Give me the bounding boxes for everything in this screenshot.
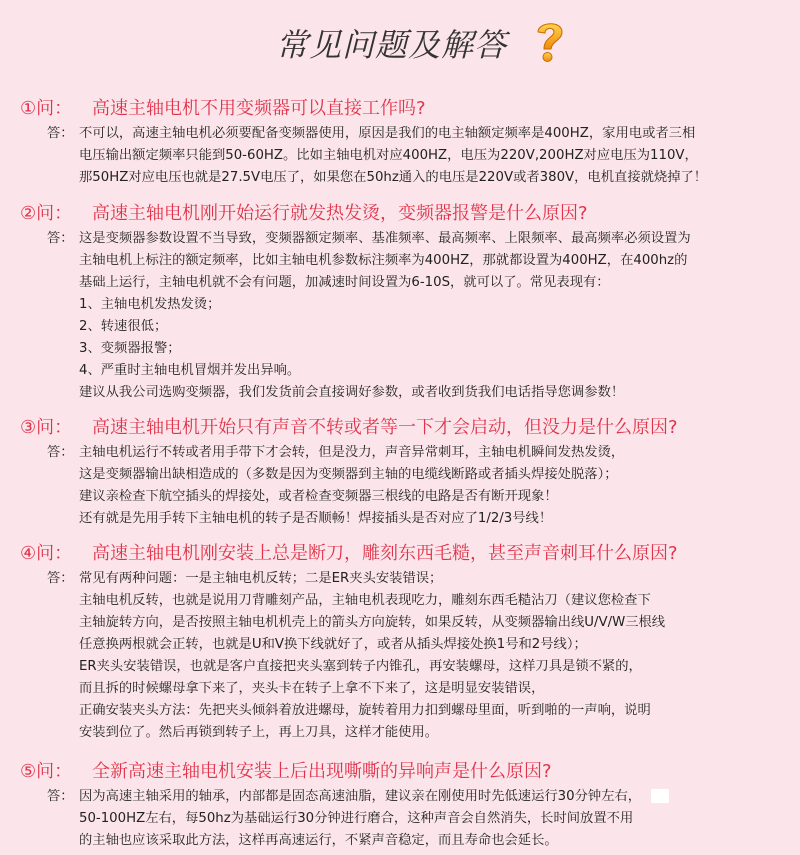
faq-item-3	[0, 414, 800, 530]
answer-line: 电压输出额定频率只能到50-60HZ。比如主轴电机对应400HZ，电压为220V,200HZ对应电压为110V，	[79, 148, 698, 163]
answer-line: 基础上运行，主轴电机就不会有问题，加减速时间设置为6-10S，就可以了。常见表现有：	[79, 275, 610, 290]
answer-line: 3、变频器报警；	[79, 341, 181, 356]
question-4: ④问： 高速主轴电机刚安装上总是断刀，雕刻东西毛糙，甚至声音刺耳什么原因?	[20, 543, 678, 564]
answer-line: 建议亲检查下航空插头的焊接处，或者检查变频器三根线的电路是否有断开现象！	[79, 489, 558, 504]
question-3: ③问： 高速主轴电机开始只有声音不转或者等一下才会启动，但没力是什么原因?	[20, 417, 678, 438]
page-title: 常见问题及解答	[276, 26, 508, 64]
question-2: ②问： 高速主轴电机刚开始运行就发热发烫，变频器报警是什么原因?	[20, 203, 588, 224]
faq-item-4	[0, 540, 800, 744]
answer-line: 4、严重时主轴电机冒烟并发出异响。	[79, 363, 301, 378]
answer-line: 还有就是先用手转下主轴电机的转子是否顺畅！焊接插头是否对应了1/2/3号线！	[79, 511, 553, 526]
answer-line: ER夹头安装错误，也就是客户直接把夹头塞到转子内锥孔，再安装螺母，这样刀具是锁不紧的，	[79, 659, 642, 674]
question-mark-icon	[530, 18, 570, 64]
answer-line: 答： 常见有两种问题：一是主轴电机反转；二是ER夹头安装错误；	[47, 571, 443, 586]
answer-line: 1、主轴电机发热发烫；	[79, 297, 221, 312]
answer-line: 的主轴也应该采取此方法，这样再高速运行，不紧声音稳定，而且寿命也会延长。	[79, 833, 558, 848]
answer-line: 而且拆的时候螺母拿下来了，夹头卡在转子上拿不下来了，这是明显安装错误，	[79, 681, 545, 696]
faq-item-5	[0, 758, 800, 852]
answer-line: 答： 不可以，高速主轴电机必须要配备变频器使用，原因是我们的电主轴额定频率是400HZ，家用电或者三相	[47, 126, 696, 141]
answer-line: 2、转速很低；	[79, 319, 168, 334]
header	[0, 0, 800, 75]
answer-line: 那50HZ对应电压也就是27.5V电压了，如果您在50hz通入的电压是220V或者380V，电机直接就烧掉了！	[79, 170, 708, 185]
answer-line: 答： 这是变频器参数设置不当导致，变频器额定频率、基准频率、最高频率、上限频率、最高频率必须设置为	[47, 231, 691, 246]
question-1: ①问： 高速主轴电机不用变频器可以直接工作吗?	[20, 98, 426, 119]
faq-item-1	[0, 95, 800, 189]
answer-line: 主轴电机上标注的额定频率，比如主轴电机参数标注频率为400HZ，那就都设置为400HZ，在400hz的	[79, 253, 688, 268]
answer-line: 正确安装夹头方法：先把夹头倾斜着放进螺母，旋转着用力扣到螺母里面，听到啪的一声响，说明	[79, 703, 651, 718]
answer-line: 主轴旋转方向，是否按照主轴电机机壳上的箭头方向旋转，如果反转，从变频器输出线U/V/W三根线	[79, 615, 666, 630]
answer-line: 建议从我公司选购变频器，我们发货前会直接调好参数，或者收到货我们电话指导您调参数！	[79, 385, 625, 400]
answer-line: 主轴电机反转，也就是说用刀背雕刻产品，主轴电机表现吃力，雕刻东西毛糙沾刀（建议您检查下	[79, 593, 651, 608]
white-box	[651, 789, 669, 803]
answer-line: 安装到位了。然后再锁到转子上，再上刀具，这样才能使用。	[79, 725, 439, 740]
answer-line: 答： 因为高速主轴采用的轴承，内部都是固态高速油脂，建议亲在刚使用时先低速运行30分钟左右，	[0, 786, 800, 808]
answer-line: 50-100HZ左右，每50hz为基础运行30分钟进行磨合，这种声音会自然消失，长时间放置不用	[79, 811, 634, 826]
faq-item-2	[0, 200, 800, 404]
question-5: ⑤问： 全新高速主轴电机安装上后出现嘶嘶的异响声是什么原因?	[20, 761, 552, 782]
answer-line: 这是变频器输出缺相造成的（多数是因为变频器到主轴的电缆线断路或者插头焊接处脱落）；	[79, 467, 618, 482]
answer-line: 任意换两根就会正转，也就是U和V换下线就好了，或者从插头焊接处换1号和2号线）；	[79, 637, 587, 652]
answer-line: 答： 主轴电机运行不转或者用手带下才会转，但是没力，声音异常刺耳，主轴电机瞬间发热发烫，	[47, 445, 625, 460]
